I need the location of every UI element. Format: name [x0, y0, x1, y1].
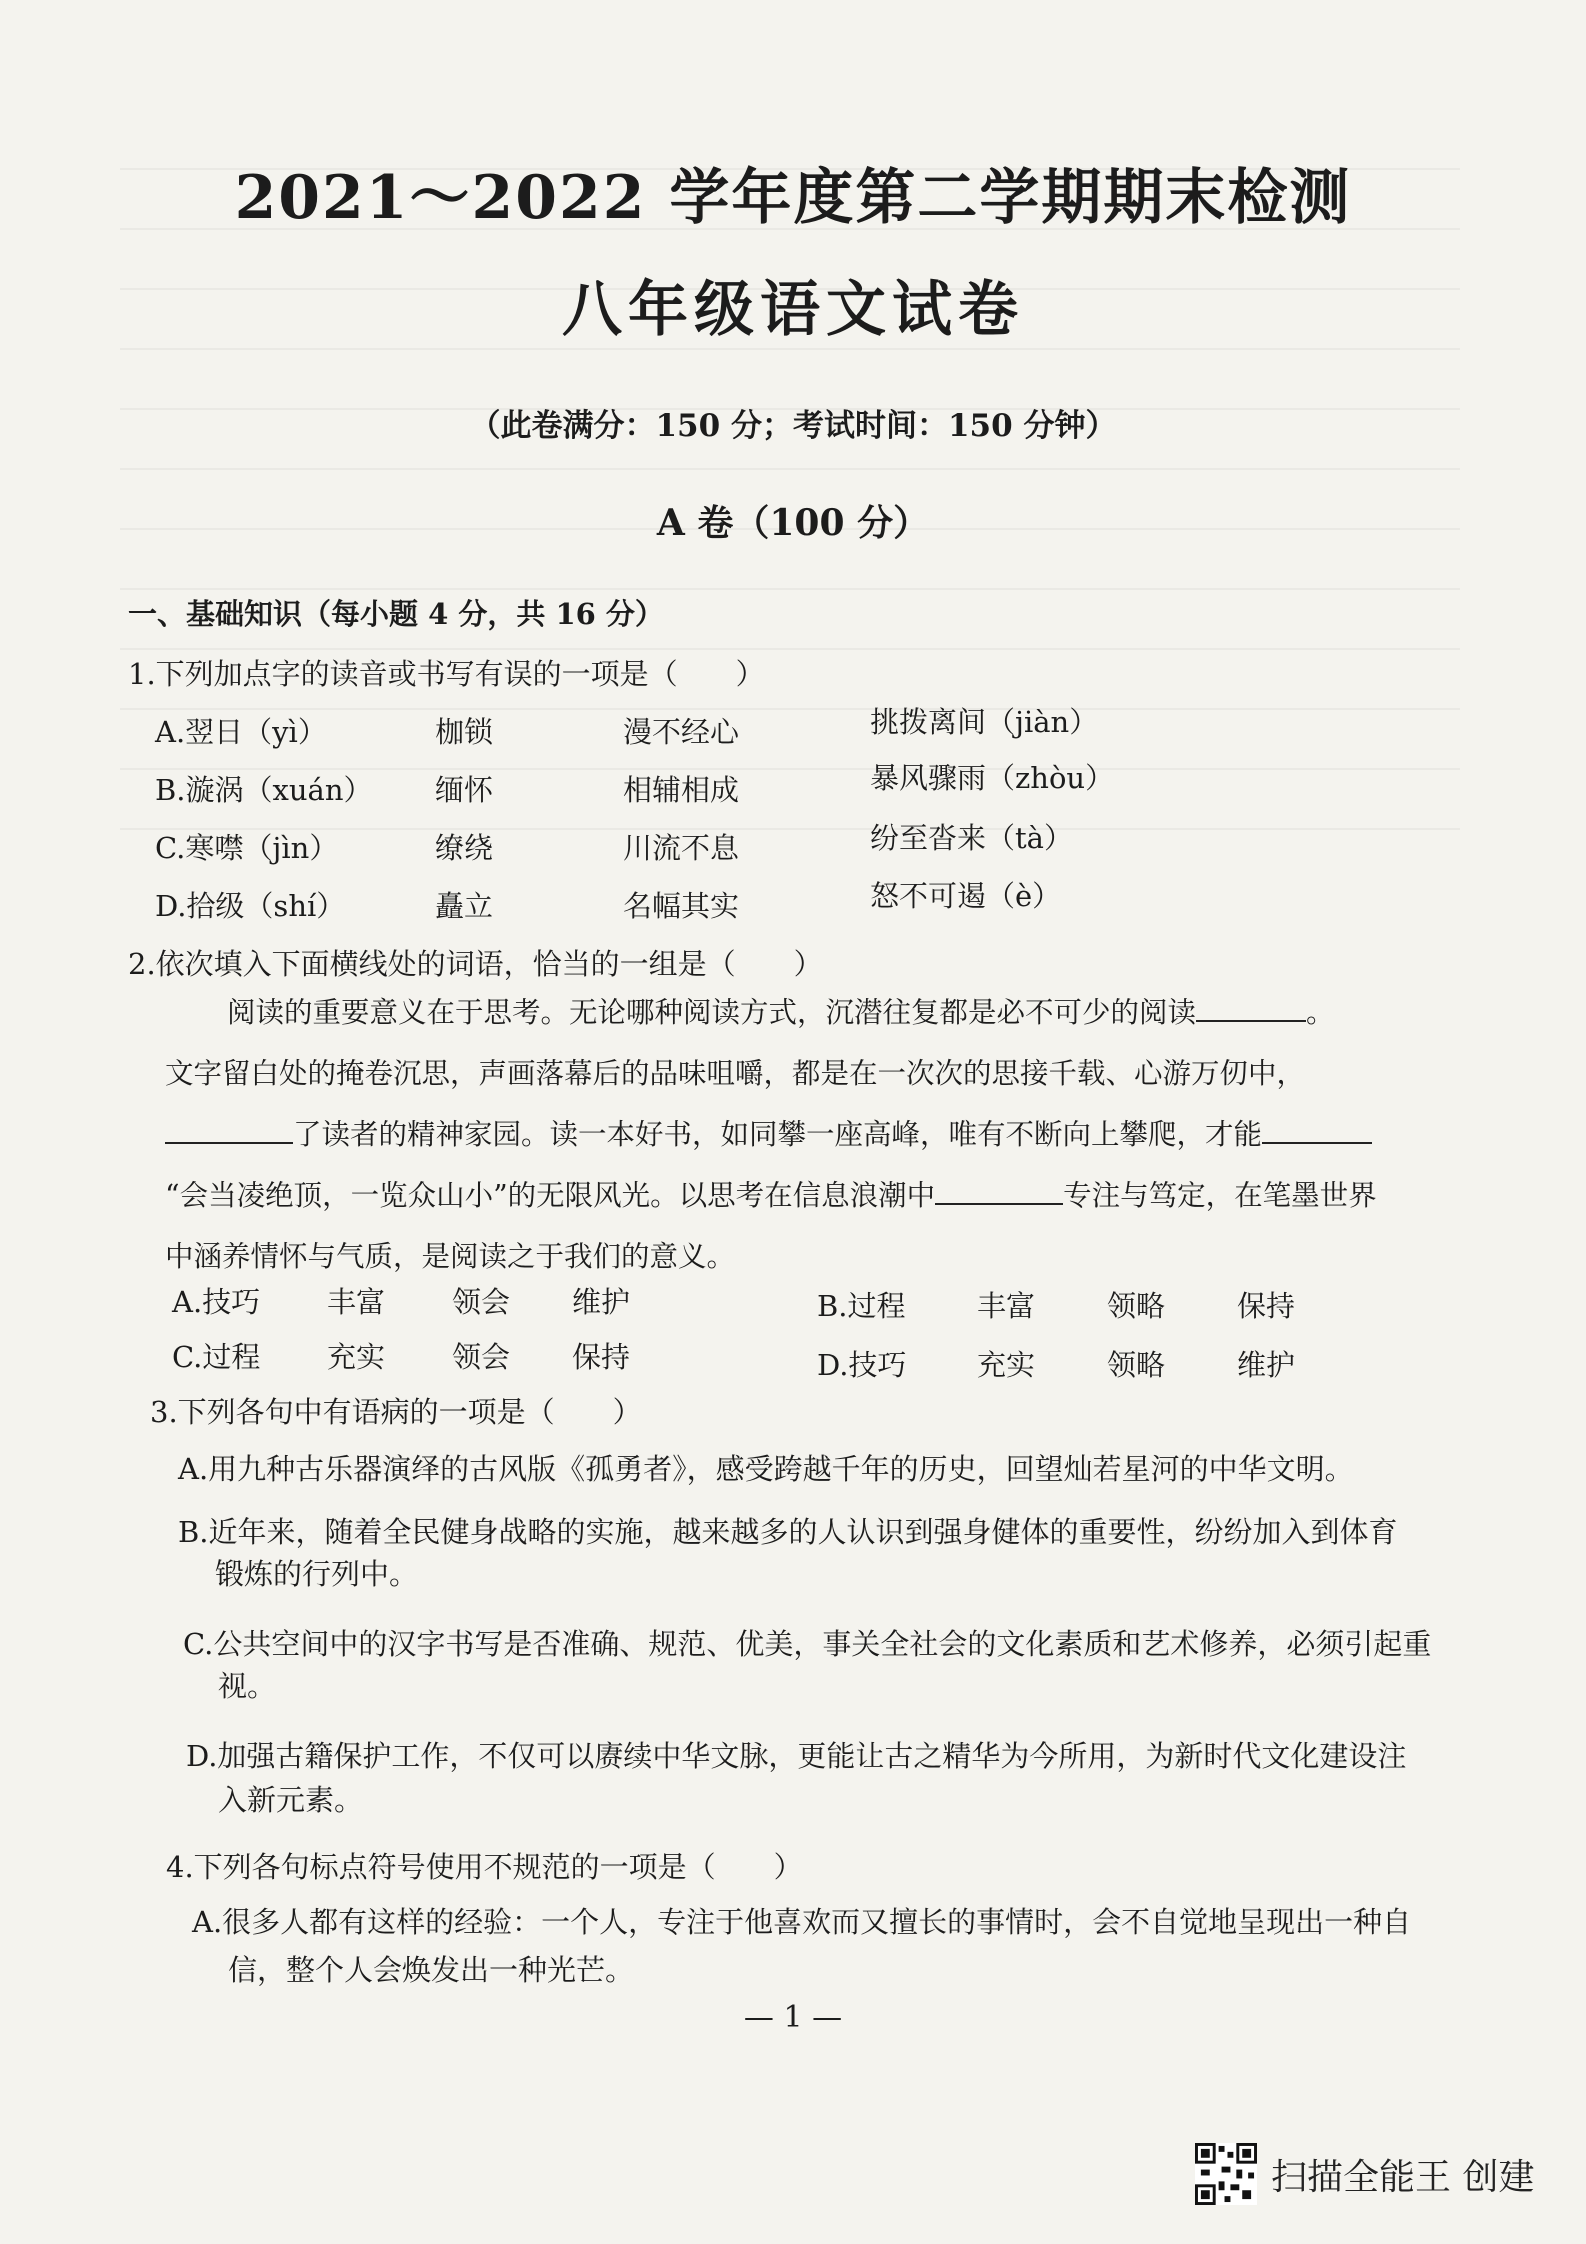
answer-blank: [165, 1114, 293, 1144]
q1-cell: A.翌日（yì）: [155, 715, 327, 749]
passage-text: 文字留白处的掩卷沉思，声画落幕后的品味咀嚼，都是在一次次的思接千载、心游万仞中，: [165, 1057, 1306, 1090]
exam-meta: （此卷满分：150 分；考试时间：150 分钟）: [469, 408, 1117, 444]
part-title: 一、基础知识（每小题 4 分，共 16 分）: [128, 597, 664, 631]
q2-option: 领会: [452, 1340, 511, 1374]
q2-option: 丰富: [327, 1285, 386, 1319]
q1-cell: 缅怀: [435, 773, 494, 807]
passage-text: 中涵养情怀与气质，是阅读之于我们的意义。: [165, 1240, 736, 1273]
passage-line: [165, 1043, 1465, 1104]
question-2-stem: 2.依次填入下面横线处的词语，恰当的一组是（ ）: [128, 947, 823, 981]
q2-option: 保持: [1237, 1289, 1296, 1323]
q2-option: B.过程: [817, 1289, 906, 1323]
q2-option: 保持: [572, 1340, 631, 1374]
q1-cell: D.拾级（shí）: [155, 889, 346, 923]
question-3-stem: 3.下列各句中有语病的一项是（ ）: [150, 1395, 642, 1429]
q2-option: 充实: [977, 1348, 1036, 1382]
passage-text: 了读者的精神家园。读一本好书，如同攀一座高峰，唯有不断向上攀爬，才能: [293, 1118, 1263, 1151]
q3-option-d: D.加强古籍保护工作，不仅可以赓续中华文脉，更能让古之精华为今所用，为新时代文化建设注: [186, 1739, 1407, 1773]
q2-option: C.过程: [172, 1340, 261, 1374]
question-2-passage: [165, 982, 1465, 1287]
q3-option-a: A.用九种古乐器演绎的古风版《孤勇者》，感受跨越千年的历史，回望灿若星河的中华文明。: [178, 1452, 1354, 1486]
passage-line: [165, 1104, 1465, 1165]
q3-option-d-cont: 入新元素。: [218, 1783, 364, 1817]
q2-option: 充实: [327, 1340, 386, 1374]
question-1-stem: 1.下列加点字的读音或书写有误的一项是（ ）: [128, 657, 765, 691]
q1-cell: 漫不经心: [623, 715, 740, 749]
q1-cell: C.寒噤（jìn）: [155, 831, 339, 865]
qr-code-icon: [1195, 2143, 1257, 2205]
question-4-stem: 4.下列各句标点符号使用不规范的一项是（ ）: [166, 1850, 803, 1884]
q2-option: 领略: [1107, 1348, 1166, 1382]
q3-option-b: B.近年来，随着全民健身战略的实施，越来越多的人认识到强身健体的重要性，纷纷加入到体育: [178, 1515, 1398, 1549]
q4-option-a-cont: 信，整个人会焕发出一种光芒。: [228, 1953, 635, 1987]
q1-cell: 暴风骤雨（zhòu）: [870, 761, 1115, 795]
watermark-text: 扫描全能王 创建: [1271, 2156, 1535, 2198]
passage-text: “会当凌绝顶，一览众山小”的无限风光。以思考在信息浪潮中: [165, 1179, 936, 1212]
q1-cell: 缭绕: [435, 831, 494, 865]
answer-blank: [1196, 992, 1306, 1022]
answer-blank: [935, 1175, 1063, 1205]
q1-cell: 怒不可遏（è）: [870, 879, 1062, 913]
q2-option: A.技巧: [172, 1285, 261, 1319]
exam-title: 2021～2022 学年度第二学期期末检测: [234, 163, 1352, 233]
scanner-watermark: [1195, 2143, 1534, 2205]
q2-option: 维护: [572, 1285, 631, 1319]
q2-option: 维护: [1237, 1348, 1296, 1382]
q2-option: 领会: [452, 1285, 511, 1319]
exam-subtitle: 八年级语文试卷: [562, 275, 1024, 345]
q3-option-b-cont: 锻炼的行列中。: [215, 1557, 419, 1591]
passage-line: [165, 982, 1465, 1043]
q2-option: D.技巧: [817, 1348, 907, 1382]
passage-text: 专注与笃定，在笔墨世界: [1063, 1179, 1377, 1212]
bleed-through-texture: [120, 110, 1460, 1010]
section-title: A 卷（100 分）: [656, 502, 930, 544]
q1-cell: 矗立: [435, 889, 494, 923]
q2-option: 领略: [1107, 1289, 1166, 1323]
answer-blank: [1262, 1114, 1372, 1144]
q1-cell: 名幅其实: [623, 889, 740, 923]
q1-cell: 挑拨离间（jiàn）: [870, 705, 1099, 739]
passage-line: [165, 1226, 1465, 1287]
q3-option-c-cont: 视。: [218, 1669, 277, 1703]
q3-option-c: C.公共空间中的汉字书写是否准确、规范、优美，事关全社会的文化素质和艺术修养，必须引起重: [183, 1627, 1432, 1661]
q1-cell: 枷锁: [435, 715, 494, 749]
q2-option: 丰富: [977, 1289, 1036, 1323]
passage-line: [165, 1165, 1465, 1226]
q1-cell: 纷至沓来（tà）: [870, 821, 1073, 855]
passage-text: 阅读的重要意义在于思考。无论哪种阅读方式，沉潜往复都是必不可少的阅读: [227, 996, 1197, 1029]
q1-cell: B.漩涡（xuán）: [155, 773, 373, 807]
q4-option-a: A.很多人都有这样的经验：一个人，专注于他喜欢而又擅长的事情时，会不自觉地呈现出一种自: [192, 1905, 1412, 1939]
passage-text: 。: [1306, 996, 1335, 1029]
page-number: — 1 —: [743, 2000, 843, 2035]
q1-cell: 相辅相成: [623, 773, 740, 807]
q1-cell: 川流不息: [623, 831, 740, 865]
